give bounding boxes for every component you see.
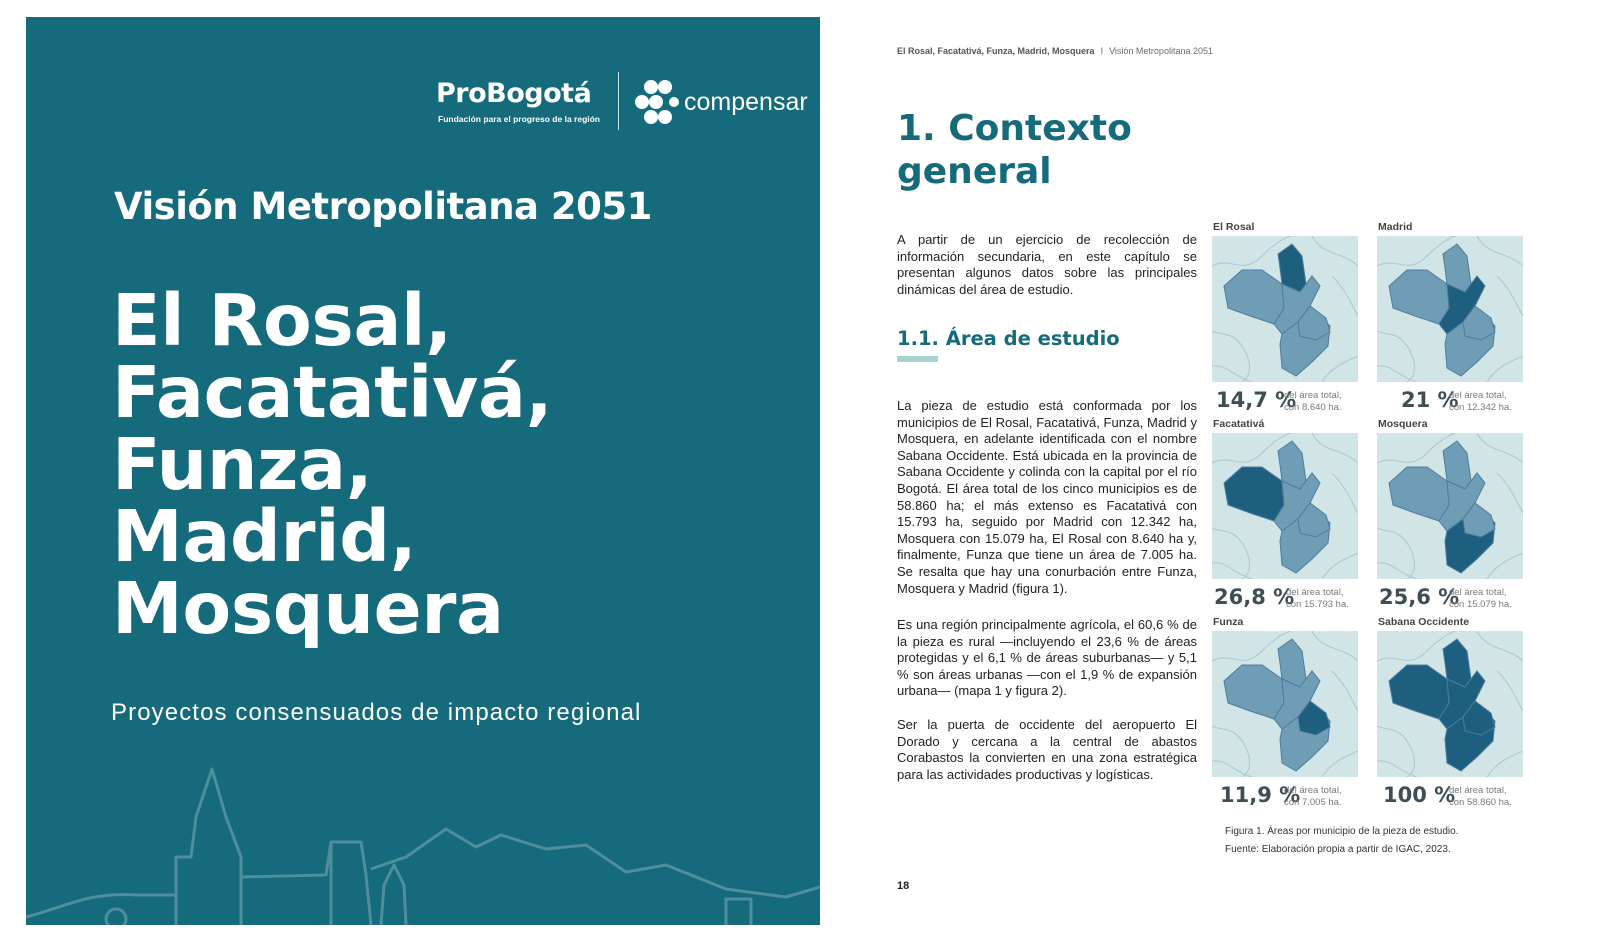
map-background-line <box>1377 331 1415 382</box>
map-label: Sabana Occidente <box>1378 616 1470 628</box>
map-percent: 100 % <box>1383 783 1456 807</box>
map-percent: 14,7 % <box>1216 388 1297 412</box>
map-background-line <box>1212 331 1250 382</box>
cover-title-line: Funza, <box>112 423 373 506</box>
map-percent: 21 % <box>1401 388 1459 412</box>
figure-source: Fuente: Elaboración propia a partir de IGAC, 2023. <box>1225 844 1451 855</box>
map-region-facatativa <box>1389 467 1449 521</box>
cover-subtitle: Proyectos consensuados de impacto regional <box>111 699 642 726</box>
running-head-locations: El Rosal, Facatativá, Funza, Madrid, Mosquera <box>897 46 1095 56</box>
map-background-line <box>1487 553 1523 579</box>
map-note-line: con 15.079 ha. <box>1449 599 1512 610</box>
map-note-line: con 15.793 ha. <box>1286 599 1349 610</box>
running-head-series: Visión Metropolitana 2051 <box>1109 46 1213 56</box>
map-background-line <box>1332 473 1358 513</box>
map-background-line <box>1377 761 1417 777</box>
map-background-line <box>1322 356 1358 382</box>
cover-page <box>26 17 820 925</box>
map-note <box>1286 587 1349 611</box>
map-background-line <box>1487 751 1523 777</box>
map-background-line <box>1212 761 1252 777</box>
map-background-line <box>1497 671 1523 711</box>
map-background-line <box>1322 751 1358 777</box>
map-note-line: del área total, <box>1449 587 1507 598</box>
partner-logos <box>406 72 806 142</box>
map-background-line <box>1477 433 1523 463</box>
probogota-tagline: Fundación para el progreso de la región <box>438 114 601 124</box>
map-background-line <box>1477 631 1523 661</box>
map-percent: 26,8 % <box>1214 585 1295 609</box>
map-background-line <box>1312 236 1358 266</box>
compensar-dots-icon <box>634 79 682 125</box>
map-background-line <box>1377 563 1417 579</box>
intro-paragraph: A partir de un ejercicio de recolección de información secundaria, en este capítulo se presentan algunos datos sobre las principales dinámicas del área de estudio. <box>897 232 1197 297</box>
cover-title <box>112 279 553 650</box>
map-background-line <box>1322 553 1358 579</box>
cover-title-line: Facatativá, <box>112 351 553 434</box>
map-note-line: del área total, <box>1284 785 1342 796</box>
figure-caption: Figura 1. Áreas por municipio de la pieza de estudio. <box>1225 826 1459 837</box>
map-background-line <box>1477 236 1523 266</box>
map-note-line: del área total, <box>1286 587 1344 598</box>
map-note <box>1449 785 1512 809</box>
map-note-line: con 7.005 ha. <box>1284 797 1342 808</box>
map-note <box>1284 390 1342 414</box>
map-madrid <box>1377 236 1523 382</box>
map-label: Madrid <box>1378 221 1413 233</box>
section-title <box>897 107 1132 193</box>
map-note-line: del área total, <box>1284 390 1342 401</box>
body-paragraph: Es una región principalmente agrícola, el 60,6 % de la pieza es rural —incluyendo el 23,6 % de áreas protegidas y el 6,1 % de áreas suburbanas— y 5,1 % son áreas urbanas —con el 1,9 % de expansión urbana— (mapa 1 y figura 2). <box>897 617 1197 699</box>
map-note-line: con 8.640 ha. <box>1284 402 1342 413</box>
compensar-logo: compensar <box>684 88 808 116</box>
section-title-line: general <box>897 151 1052 192</box>
map-label: El Rosal <box>1213 221 1255 233</box>
map-background-line <box>1487 356 1523 382</box>
map-region-facatativa <box>1389 665 1449 719</box>
map-note <box>1449 390 1512 414</box>
map-mosquera <box>1377 433 1523 579</box>
map-background-line <box>1377 528 1415 579</box>
map-percent: 11,9 % <box>1220 783 1301 807</box>
page-number: 18 <box>897 880 910 892</box>
map-region-facatativa <box>1224 665 1284 719</box>
map-background-line <box>1332 276 1358 316</box>
map-facatativa <box>1212 433 1358 579</box>
map-region-facatativa <box>1224 467 1284 521</box>
map-region-facatativa <box>1389 270 1449 324</box>
cover-title-line: Mosquera <box>112 567 504 650</box>
map-background-line <box>1212 366 1252 382</box>
map-background-line <box>1212 726 1250 777</box>
map-background-line <box>1497 473 1523 513</box>
map-note <box>1449 587 1512 611</box>
running-head-separator: I <box>1100 46 1104 56</box>
cover-title-line: El Rosal, <box>112 279 452 362</box>
map-label: Funza <box>1213 616 1244 628</box>
map-note-line: con 58.860 ha. <box>1449 797 1512 808</box>
map-background-line <box>1312 433 1358 463</box>
map-label: Facatativá <box>1213 418 1265 430</box>
map-background-line <box>1332 671 1358 711</box>
map-percent: 25,6 % <box>1379 585 1460 609</box>
map-note-line: del área total, <box>1449 785 1507 796</box>
map-background-line <box>1497 276 1523 316</box>
map-note <box>1284 785 1342 809</box>
cover-title-line: Madrid, <box>112 495 417 578</box>
map-note-line: con 12.342 ha. <box>1449 402 1512 413</box>
body-paragraph: Ser la puerta de occidente del aeropuerto El Dorado y cercana a la central de abastos Corabastos la convierten en una zona estratégica para las actividades productivas y logísticas. <box>897 717 1197 782</box>
series-title: Visión Metropolitana 2051 <box>114 185 652 228</box>
subsection-underline <box>897 356 938 362</box>
body-paragraph: La pieza de estudio está conformada por los municipios de El Rosal, Facatativá, Funza, Madrid y Mosquera, en adelante identificada con el nombre Sabana Occidente. Está ubicada en la provincia de Sabana Occidente y colinda con la capital por el río Bogotá. El área total de los cinco municipios es de 58.860 ha; el más extenso es Facatativá con 15.793 ha, seguido por Madrid con 12.342 ha, Mosquera con 15.079 ha, El Rosal con 8.640 ha y, finalmente, Funza que tiene un área de 7.005 ha. Se resalta que hay una conurbación entre Funza, Mosquera y Madrid (figura 1). <box>897 398 1197 596</box>
running-head <box>897 46 1213 56</box>
map-funza <box>1212 631 1358 777</box>
map-sabana-occidente <box>1377 631 1523 777</box>
skyline-illustration <box>26 757 820 925</box>
map-region-facatativa <box>1224 270 1284 324</box>
map-background-line <box>1212 563 1252 579</box>
logo-divider <box>618 72 619 130</box>
map-label: Mosquera <box>1378 418 1428 430</box>
map-el-rosal <box>1212 236 1358 382</box>
subsection-title: 1.1. Área de estudio <box>897 327 1120 350</box>
map-background-line <box>1212 528 1250 579</box>
probogota-logo: ProBogotá <box>436 78 592 109</box>
map-background-line <box>1377 726 1415 777</box>
map-background-line <box>1377 366 1417 382</box>
map-background-line <box>1312 631 1358 661</box>
map-note-line: del área total, <box>1449 390 1507 401</box>
section-title-line: 1. Contexto <box>897 108 1132 149</box>
